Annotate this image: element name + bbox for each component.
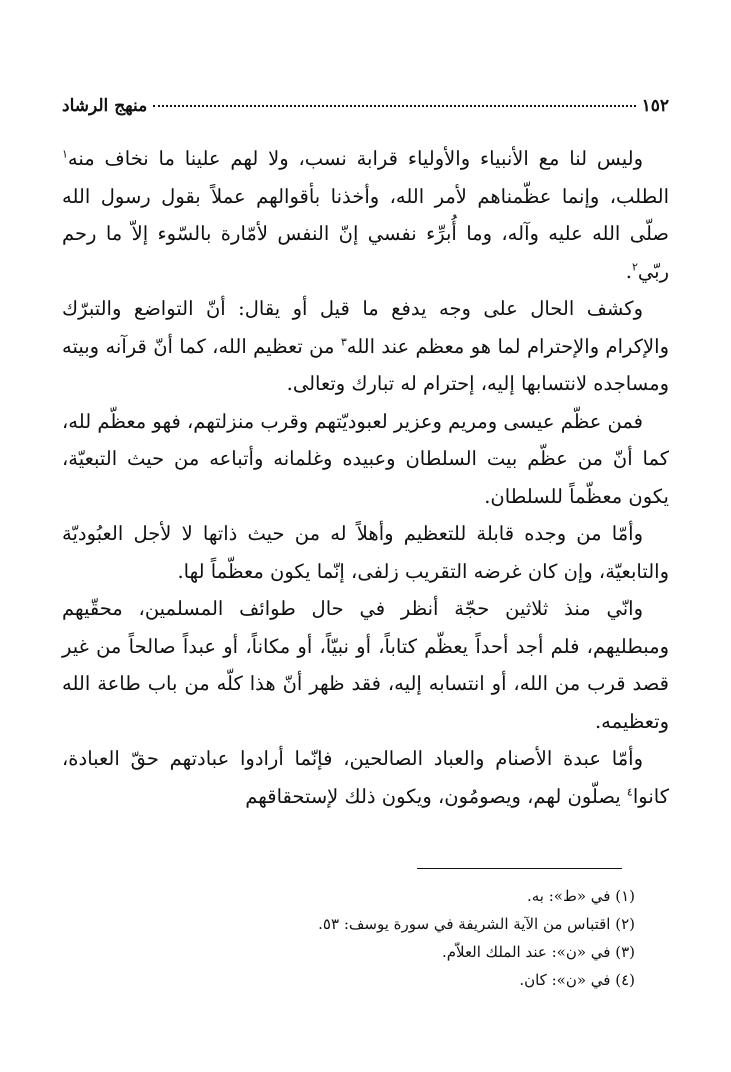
footnote-1: (١) في «ط»: به. (526, 887, 635, 905)
paragraph-2-text-b: من تعظيم الله، كما أنّ قرآنه وبيته ومساجده لانتسابها إليه، إحترام له تبارك وتعالى. (62, 334, 669, 395)
footnote-4: (٤) في «ن»: كان. (519, 971, 635, 989)
footnote-ref-4: ٤ (626, 785, 633, 798)
paragraph-6-text-b: يصلّون لهم، ويصومُون، ويكون ذلك لإستحقاقهم (245, 784, 627, 808)
footnote-ref-1: ١ (62, 147, 68, 161)
header-dot-leader (153, 105, 635, 107)
paragraph-1-text-c: . (625, 259, 632, 283)
footnote-ref-2: ٢ (631, 260, 638, 273)
footnotes (62, 882, 635, 994)
footnote-separator (417, 868, 622, 869)
paragraph-5: وانّي منذ ثلاثين حجّة أنظر في حال طوائف المسلمين، محقّيهم ومبطليهم، فلم أجد أحداً يعظّم كتاباً، أو نبيّاً، أو مكاناً، أو عبداً صالحاً من غير قصد قرب من الله، أو انتسابه إليه، فقد ظهر أنّ هذا كلّه من باب طاعة الله وتعظيمه. (62, 597, 669, 733)
main-text (62, 140, 669, 815)
paragraph-1-text-b: الطلب، وإنما عظّمناهم لأمر الله، وأخذنا بأقوالهم عملاً بقول رسول الله صلّى الله عليه وآله، وما أُبرِّء نفسي إنّ النفس لأمّارة بالسّوء إلاّ ما رحم ربّي (62, 184, 669, 283)
footnote-3: (٣) في «ن»: عند الملك العلاّم. (441, 943, 635, 961)
paragraph-1-text-a: وليس لنا مع الأنبياء والأولياء قرابة نسب، ولا لهم علينا ما نخاف منه (67, 147, 643, 170)
footnote-2: (٢) اقتباس من الآية الشريفة في سورة يوسف: ٥٣. (318, 915, 635, 933)
paragraph-2-text-a: وكشف الحال على وجه يدفع ما قيل أو يقال: أنّ التواضع والتبرّك والإكرام والإحترام لما هو معظم عند الله (62, 297, 669, 358)
paragraph-3: فمن عظّم عيسى ومريم وعزير لعبوديّتهم وقرب منزلتهم، فهو معظّم لله، كما أنّ من عظّم بيت السلطان وعبيده وغلمانه وأتباعه من حيث التبعيّة، يكون معظّماً للسلطان. (62, 409, 669, 508)
footnote-ref-3: ٣ (340, 335, 347, 348)
paragraph-4: وأمّا من وجده قابلة للتعظيم وأهلاً له من حيث ذاتها لا لأجل العبُوديّة والتابعيّة، وإن كان غرضه التقريب زلفى، إنّما يكون معظّماً لها. (62, 522, 669, 583)
running-title: منهج الرشاد (62, 96, 148, 116)
paragraph-6-text-a: وأمّا عبدة الأصنام والعباد الصالحين، فإنّما أرادوا عبادتهم حقّ العبادة، كانوا (62, 747, 669, 808)
page-header (62, 96, 669, 116)
page-number: ١٥٢ (641, 96, 669, 116)
paragraph-1 (62, 140, 669, 290)
paragraph-2 (62, 290, 669, 403)
paragraph-6 (62, 740, 669, 815)
